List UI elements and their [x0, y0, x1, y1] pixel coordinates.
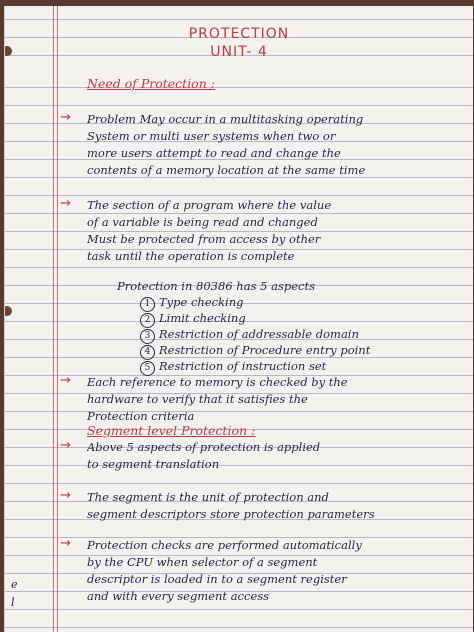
text-line: The segment is the unit of protection and: [87, 490, 329, 504]
text-line: task until the operation is complete: [87, 249, 295, 263]
margin-line-2: [57, 6, 58, 632]
text-line: Protection criteria: [87, 409, 195, 423]
text-line: of a variable is being read and changed: [87, 215, 318, 229]
text-line: more users attempt to read and change the: [87, 146, 341, 160]
aspect-number: 1: [140, 297, 155, 312]
aspect-number: 2: [140, 313, 155, 328]
aspect-text: Restriction of addressable domain: [159, 327, 359, 341]
arrow-bullet: →: [60, 373, 71, 388]
arrow-bullet: →: [60, 438, 71, 453]
edge-scribble: l: [11, 596, 15, 609]
text-line: and with every segment access: [87, 589, 270, 603]
arrow-bullet: →: [60, 536, 71, 551]
page-title: PROTECTION: [188, 26, 290, 42]
binding-hole: [4, 306, 12, 316]
heading-need-of-protection: Need of Protection :: [87, 76, 215, 91]
text-line: contents of a memory location at the same time: [87, 163, 366, 177]
text-line: Each reference to memory is checked by the: [87, 375, 348, 389]
aspect-number: 5: [140, 361, 155, 376]
aspect-text: Restriction of instruction set: [159, 359, 327, 373]
text-line: to segment translation: [87, 457, 220, 471]
aspect-item: [140, 359, 326, 376]
aspect-item: [140, 295, 244, 312]
arrow-bullet: →: [60, 488, 71, 503]
aspect-item: [140, 343, 370, 360]
arrow-bullet: →: [60, 110, 71, 125]
text-line: The section of a program where the value: [87, 198, 332, 212]
text-line: Problem May occur in a multitasking operating: [87, 112, 364, 126]
text-line: hardware to verify that it satisfies the: [87, 392, 308, 406]
aspects-intro: Protection in 80386 has 5 aspects: [117, 279, 315, 293]
edge-scribble: e: [11, 578, 18, 591]
heading-segment-level-protection: Segment level Protection :: [87, 423, 256, 438]
page-subtitle: UNIT- 4: [210, 44, 268, 60]
arrow-bullet: →: [60, 196, 71, 211]
aspect-number: 4: [140, 345, 155, 360]
aspect-text: Restriction of Procedure entry point: [159, 343, 371, 357]
margin-line-1: [53, 6, 54, 632]
aspect-item: [140, 311, 246, 328]
aspect-item: [140, 327, 359, 344]
text-line: by the CPU when selector of a segment: [87, 555, 318, 569]
aspect-text: Limit checking: [159, 311, 246, 325]
text-line: Must be protected from access by other: [87, 232, 321, 246]
notebook-page: [4, 6, 473, 632]
aspect-text: Type checking: [159, 295, 244, 309]
aspect-number: 3: [140, 329, 155, 344]
text-line: descriptor is loaded in to a segment register: [87, 572, 347, 586]
text-line: segment descriptors store protection parameters: [87, 507, 375, 521]
text-line: System or multi user systems when two or: [87, 129, 336, 143]
text-line: Protection checks are performed automatically: [87, 538, 362, 552]
text-line: Above 5 aspects of protection is applied: [87, 440, 321, 454]
